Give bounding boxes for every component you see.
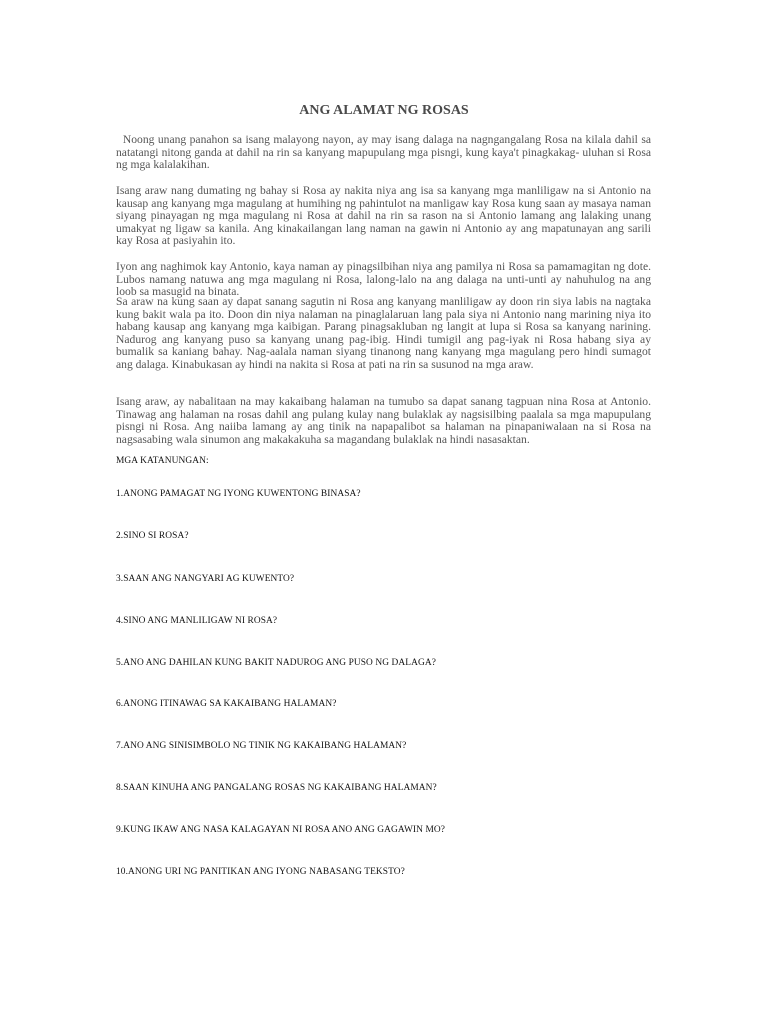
question-3: 3.SAAN ANG NANGYARI AG KUWENTO?	[116, 574, 295, 584]
question-7: 7.ANO ANG SINISIMBOLO NG TINIK NG KAKAIBANG HALAMAN?	[116, 741, 407, 751]
story-paragraph-4: Sa araw na kung saan ay dapat sanang sagutin ni Rosa ang kanyang manliligaw ay doon rin siya labis na nagtaka kung bakit wala pa ito. Doon din niya nalaman na pinaglalaruan lang pala siya ni Antonio nang marining niya ito habang kausap ang kanyang mga kaibigan. Parang pinagsakluban ng langit at lupa si Rosa sa kanyang narining. Nadurog ang kanyang puso sa kanyang unang pag-ibig. Hindi tumigil ang pag-iyak ni Rosa habang siya ay bumalik sa kaniang bahay. Nag-aalala naman siyang tinanong nang kanyang mga magulang pero hindi sumagot ang dalaga. Kinabukasan ay hindi na nakita si Rosa at pati na rin sa susunod na mga araw.	[116, 295, 651, 371]
story-paragraph-5: Isang araw, ay nabalitaan na may kakaibang halaman na tumubo sa dapat sanang tagpuan nina Rosa at Antonio. Tinawag ang halaman na rosas dahil ang pulang kulay nang bulaklak ay nagsisilbing paalala sa mga mapupulang pisngi ni Rosa. Ang naiiba lamang ay ang tinik na napapalibot sa halaman na pinapaniwalaan na si Rosa na nagsasabing wala sinumon ang makakakuha sa magandang bulaklak na hindi nasasaktan.	[116, 395, 651, 446]
question-9: 9.KUNG IKAW ANG NASA KALAGAYAN NI ROSA ANO ANG GAGAWIN MO?	[116, 825, 446, 835]
question-2: 2.SINO SI ROSA?	[116, 531, 189, 541]
question-8: 8.SAAN KINUHA ANG PANGALANG ROSAS NG KAKAIBANG HALAMAN?	[116, 783, 437, 793]
question-4: 4.SINO ANG MANLILIGAW NI ROSA?	[116, 616, 278, 626]
document-title: ANG ALAMAT NG ROSAS	[299, 103, 469, 118]
question-5: 5.ANO ANG DAHILAN KUNG BAKIT NADUROG ANG PUSO NG DALAGA?	[116, 658, 436, 668]
story-paragraph-3: Iyon ang naghimok kay Antonio, kaya naman ay pinagsilbihan niya ang pamilya ni Rosa sa pamamagitan ng dote. Lubos namang natuwa ang mga magulang ni Rosa, lalong-lalo na ang dalaga na unti-unti ay nahuhulog na ang loob sa masugid na binata.	[116, 260, 651, 298]
question-1: 1.ANONG PAMAGAT NG IYONG KUWENTONG BINASA?	[116, 489, 361, 499]
questions-heading: MGA KATANUNGAN:	[116, 456, 209, 466]
story-paragraph-2: Isang araw nang dumating ng bahay si Rosa ay nakita niya ang isa sa kanyang mga manliligaw na si Antonio na kausap ang kanyang mga magulang at humihing ng pahintulot na manligaw kay Rosa kung saan ay masaya naman siyang pinayagan ng mga magulang ni Rosa at dahil na rin sa rason na si Antonio lamang ang lalaking unang umakyat ng ligaw sa kanila. Ang kinakailangan lang naman na gawin ni Antonio ay ang mapatunayan ang sarili kay Rosa at pasiyahin ito.	[116, 184, 651, 247]
question-6: 6.ANONG ITINAWAG SA KAKAIBANG HALAMAN?	[116, 699, 337, 709]
story-paragraph-1: Noong unang panahon sa isang malayong nayon, ay may isang dalaga na nagngangalang Rosa na kilala dahil sa natatangi nitong ganda at dahil na rin sa kanyang mapupulang mga pisngi, kung kaya't pinagkakag- uluhan si Rosa ng mga kalalakihan.	[116, 133, 651, 171]
question-10: 10.ANONG URI NG PANITIKAN ANG IYONG NABASANG TEKSTO?	[116, 867, 405, 877]
